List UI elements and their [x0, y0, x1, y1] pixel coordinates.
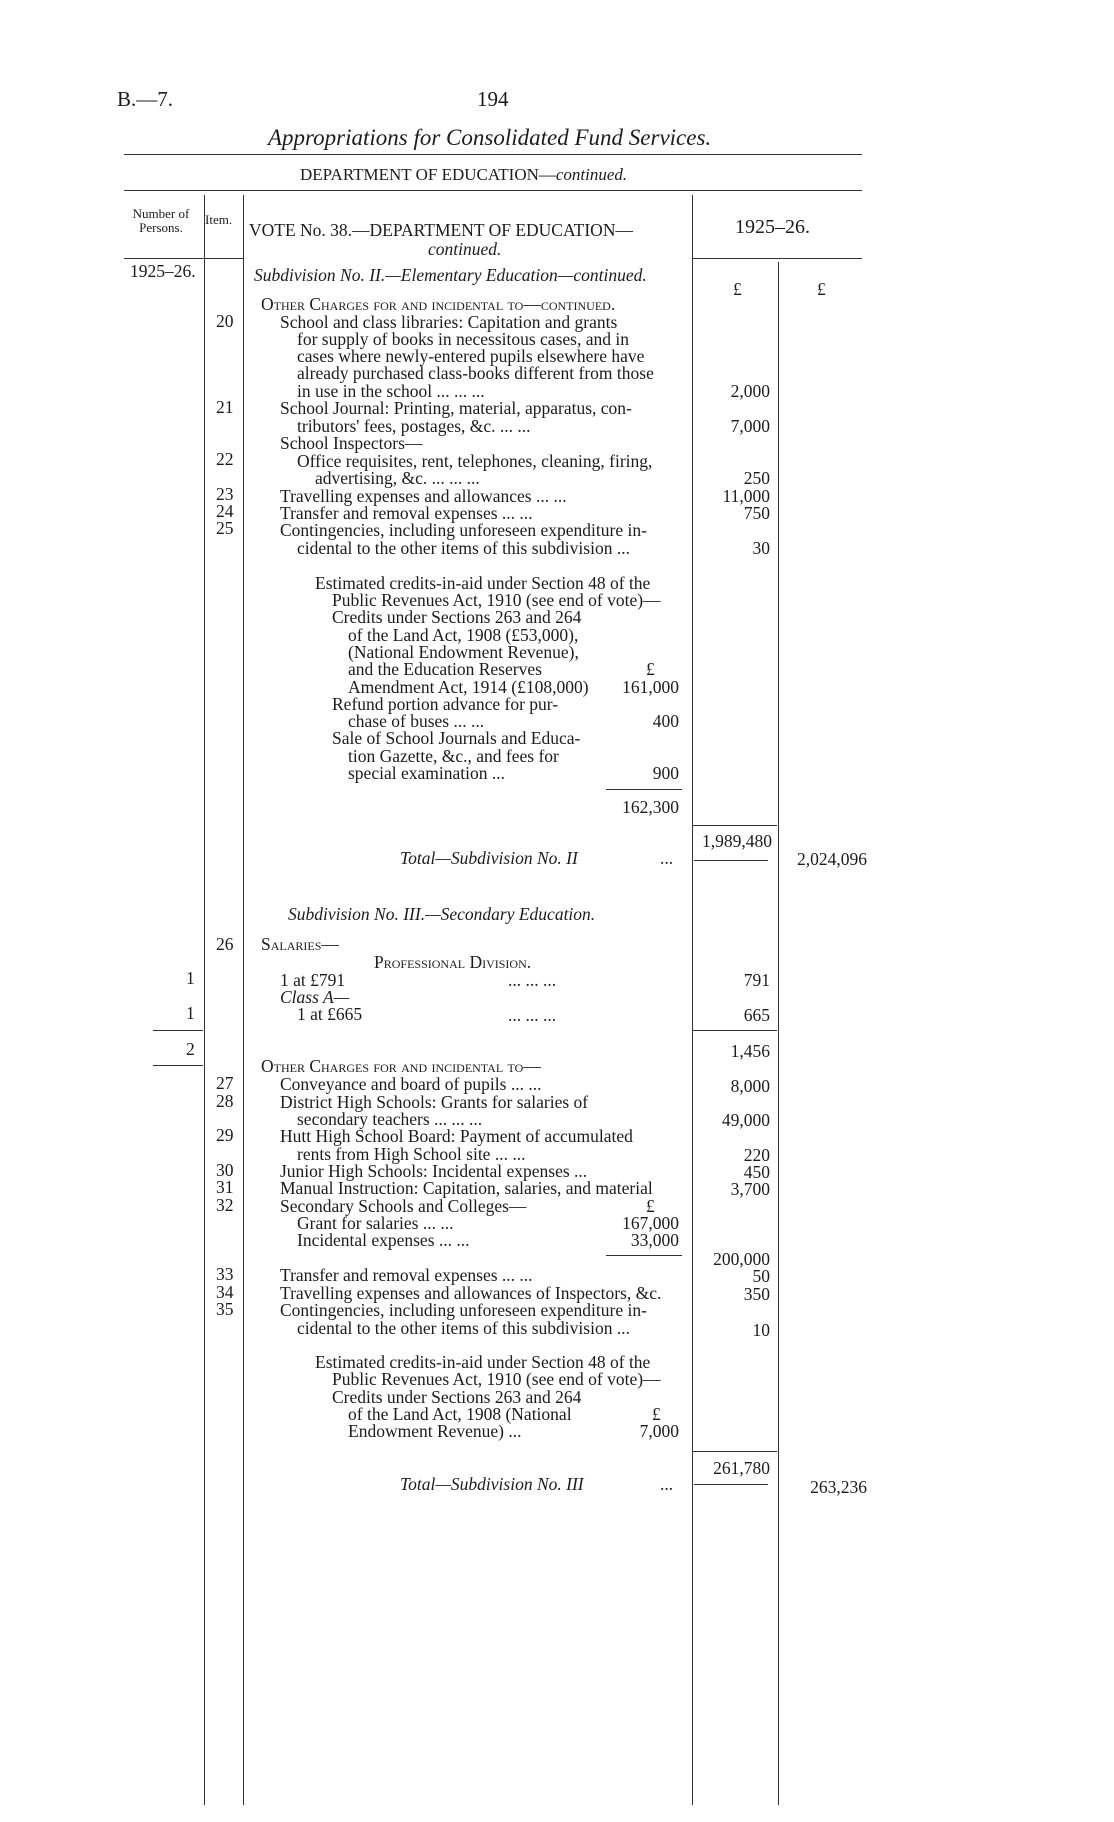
credits-pound-label: £ — [646, 659, 655, 679]
item-number: 30 — [216, 1160, 234, 1180]
item-text: cases where newly-entered pupils elsewhere have — [297, 346, 645, 366]
credits-text: Endowment Revenue) ... — [348, 1421, 522, 1441]
other-charges-heading-2: Other Charges for and incidental to—continued. — [261, 294, 616, 314]
subdivision-3-total-label: Total—Subdivision No. III — [400, 1474, 584, 1494]
salary-amount: 791 — [743, 970, 770, 990]
salary-dots: ... ... ... — [508, 970, 557, 990]
page-title: Appropriations for Consolidated Fund Services. — [268, 125, 712, 150]
credits-text: Estimated credits-in-aid under Section 48 of the — [315, 1352, 651, 1372]
item-number: 24 — [216, 501, 234, 521]
credits-text: Amendment Act, 1914 (£108,000) — [348, 677, 589, 697]
persons-header-rule — [124, 258, 204, 259]
pound-label-a: £ — [733, 279, 742, 299]
item-number: 20 — [216, 311, 234, 331]
item-amount: 7,000 — [730, 416, 770, 436]
vote-title-continued: continued. — [428, 239, 502, 259]
item-text: Secondary Schools and Colleges— — [280, 1196, 527, 1216]
item-text: School and class libraries: Capitation and grants — [280, 312, 618, 332]
item-text: Travelling expenses and allowances ... ... — [280, 486, 567, 506]
other-charges-heading-3: Other Charges for and incidental to— — [261, 1056, 541, 1076]
report-code: B.—7. — [117, 87, 174, 111]
item-header-rule — [205, 258, 243, 259]
item-number: 28 — [216, 1091, 234, 1111]
item-number: 26 — [216, 934, 234, 954]
sum-rule — [693, 1030, 777, 1031]
credits-text: of the Land Act, 1908 (National — [348, 1404, 572, 1424]
item-amount: 750 — [743, 503, 770, 523]
secondary-pound-label: £ — [646, 1196, 655, 1216]
total-dots: ... — [660, 848, 674, 868]
item-text: for supply of books in necessitous cases, and in — [297, 329, 629, 349]
item-number: 27 — [216, 1073, 234, 1093]
item-text: Travelling expenses and allowances of Inspectors, &c. — [280, 1283, 662, 1303]
item-text: Transfer and removal expenses ... ... — [280, 1265, 533, 1285]
item-amount: 50 — [752, 1266, 770, 1286]
item-number: 22 — [216, 449, 234, 469]
subdivision-2-total: 2,024,096 — [797, 849, 867, 869]
item-text: tributors' fees, postages, &c. ... ... — [297, 416, 531, 436]
secondary-total: 200,000 — [713, 1249, 770, 1269]
credits-text: Sale of School Journals and Educa- — [332, 728, 581, 748]
item-amount: 220 — [743, 1145, 770, 1165]
pound-label-b: £ — [817, 279, 826, 299]
credits-text: Public Revenues Act, 1910 (see end of vote)— — [332, 1369, 661, 1389]
salary-text: 1 at £665 — [297, 1004, 363, 1024]
item-text: Junior High Schools: Incidental expenses ... — [280, 1161, 588, 1181]
item-text: School Journal: Printing, material, apparatus, con- — [280, 398, 632, 418]
subdivision-2-total-label: Total—Subdivision No. II — [400, 848, 578, 868]
item-text: District High Schools: Grants for salaries of — [280, 1092, 589, 1112]
item-number: 32 — [216, 1195, 234, 1215]
subtotal-amount: 261,780 — [713, 1458, 770, 1478]
item-text: Transfer and removal expenses ... ... — [280, 503, 533, 523]
credits-text: tion Gazette, &c., and fees for — [348, 746, 559, 766]
item-number: 25 — [216, 518, 234, 538]
item-number: 21 — [216, 397, 234, 417]
item-text: Hutt High School Board: Payment of accumulated — [280, 1126, 633, 1146]
item-number: 33 — [216, 1264, 234, 1284]
persons-column-header: Number of Persons. — [132, 206, 190, 236]
salaries-heading: Salaries— — [261, 934, 339, 954]
item-text: Office requisites, rent, telephones, cleaning, firing, — [297, 451, 653, 471]
item-amount: 3,700 — [730, 1179, 770, 1199]
sum-rule — [693, 825, 777, 826]
item-text: cidental to the other items of this subdivision ... — [297, 538, 630, 558]
total-dots: ... — [660, 1474, 674, 1494]
class-a-label: Class A— — [280, 987, 350, 1007]
credits-amount: 900 — [652, 763, 679, 783]
salary-text: 1 at £791 — [280, 970, 346, 990]
department-heading: DEPARTMENT OF EDUCATION—continued. — [300, 165, 628, 184]
credits-amount: 7,000 — [639, 1421, 679, 1441]
credits-amount: 400 — [652, 711, 679, 731]
credits-pound-label: £ — [652, 1404, 661, 1424]
persons-count: 1 — [186, 1003, 195, 1023]
sum-rule — [693, 1451, 777, 1452]
item-number: 31 — [216, 1177, 234, 1197]
item-text: in use in the school ... ... ... — [297, 381, 485, 401]
persons-total: 2 — [186, 1039, 195, 1059]
credits-text: and the Education Reserves — [348, 659, 542, 679]
credits-sum-rule — [606, 789, 682, 790]
sum-rule — [694, 1484, 768, 1485]
persons-sum-rule — [153, 1065, 203, 1066]
year-column-header: 1925–26. — [735, 216, 810, 238]
vote-title: VOTE No. 38.—DEPARTMENT OF EDUCATION— — [249, 220, 633, 240]
persons-column-rule — [204, 195, 205, 1805]
item-column-rule — [243, 195, 244, 1805]
item-amount: 10 — [752, 1320, 770, 1340]
salary-amount: 665 — [743, 1005, 770, 1025]
credits-text: (National Endowment Revenue), — [348, 642, 579, 662]
item-amount: 11,000 — [722, 486, 770, 506]
sum-rule — [694, 860, 768, 861]
amount-column-rule — [778, 262, 779, 1805]
subtotal-amount: 1,989,480 — [702, 831, 772, 851]
item-text: rents from High School site ... ... — [297, 1144, 526, 1164]
credits-text: Public Revenues Act, 1910 (see end of vote)— — [332, 590, 661, 610]
item-number: 29 — [216, 1125, 234, 1145]
header-rule — [124, 190, 862, 191]
credits-text: Refund portion advance for pur- — [332, 694, 559, 714]
item-text: Manual Instruction: Capitation, salaries, and material — [280, 1178, 653, 1198]
persons-sum-rule — [153, 1030, 203, 1031]
item-number: 23 — [216, 484, 234, 504]
page-number: 194 — [477, 87, 509, 111]
item-text: cidental to the other items of this subdivision ... — [297, 1318, 630, 1338]
professional-division-heading: Professional Division. — [374, 952, 532, 972]
credits-text: chase of buses ... ... — [348, 711, 485, 731]
item-text: advertising, &c. ... ... ... — [315, 468, 480, 488]
credits-text: of the Land Act, 1908 (£53,000), — [348, 625, 579, 645]
secondary-row-amount: 167,000 — [622, 1213, 679, 1233]
item-amount: 450 — [743, 1162, 770, 1182]
item-amount: 2,000 — [730, 381, 770, 401]
salaries-total: 1,456 — [730, 1041, 770, 1061]
credits-text: Credits under Sections 263 and 264 — [332, 607, 582, 627]
secondary-row-amount: 33,000 — [630, 1230, 679, 1250]
item-amount: 350 — [743, 1284, 770, 1304]
credits-text: special examination ... — [348, 763, 505, 783]
subdivision-3-heading: Subdivision No. III.—Secondary Education. — [288, 904, 596, 924]
secondary-row-text: Grant for salaries ... ... — [297, 1213, 454, 1233]
item-amount: 8,000 — [730, 1076, 770, 1096]
secondary-sum-rule — [606, 1255, 682, 1256]
item-amount: 49,000 — [721, 1110, 770, 1130]
item-column-header: Item. — [205, 212, 233, 227]
secondary-row-text: Incidental expenses ... ... — [297, 1230, 470, 1250]
item-number: 35 — [216, 1299, 234, 1319]
subdivision-3-total: 263,236 — [810, 1477, 867, 1497]
credits-amount: 161,000 — [622, 677, 679, 697]
item-text: already purchased class-books different from those — [297, 363, 654, 383]
item-text: Contingencies, including unforeseen expenditure in- — [280, 520, 647, 540]
credits-text: Estimated credits-in-aid under Section 48 of the — [315, 573, 651, 593]
credits-total: 162,300 — [622, 797, 679, 817]
item-number: 34 — [216, 1282, 234, 1302]
school-inspectors-label: School Inspectors— — [280, 433, 423, 453]
item-amount: 250 — [743, 468, 770, 488]
credits-text: Credits under Sections 263 and 264 — [332, 1387, 582, 1407]
persons-count: 1 — [186, 968, 195, 988]
item-text: secondary teachers ... ... ... — [297, 1109, 483, 1129]
item-text: Conveyance and board of pupils ... ... — [280, 1074, 542, 1094]
text-column-rule — [692, 195, 693, 1805]
subdivision-2-heading: Subdivision No. II.—Elementary Education—continued. — [254, 265, 647, 285]
persons-year-label: 1925–26. — [130, 261, 196, 281]
item-amount: 30 — [752, 538, 770, 558]
item-text: Contingencies, including unforeseen expenditure in- — [280, 1300, 647, 1320]
amount-header-rule — [693, 258, 862, 259]
title-rule — [124, 154, 862, 155]
salary-dots: ... ... ... — [508, 1005, 557, 1025]
